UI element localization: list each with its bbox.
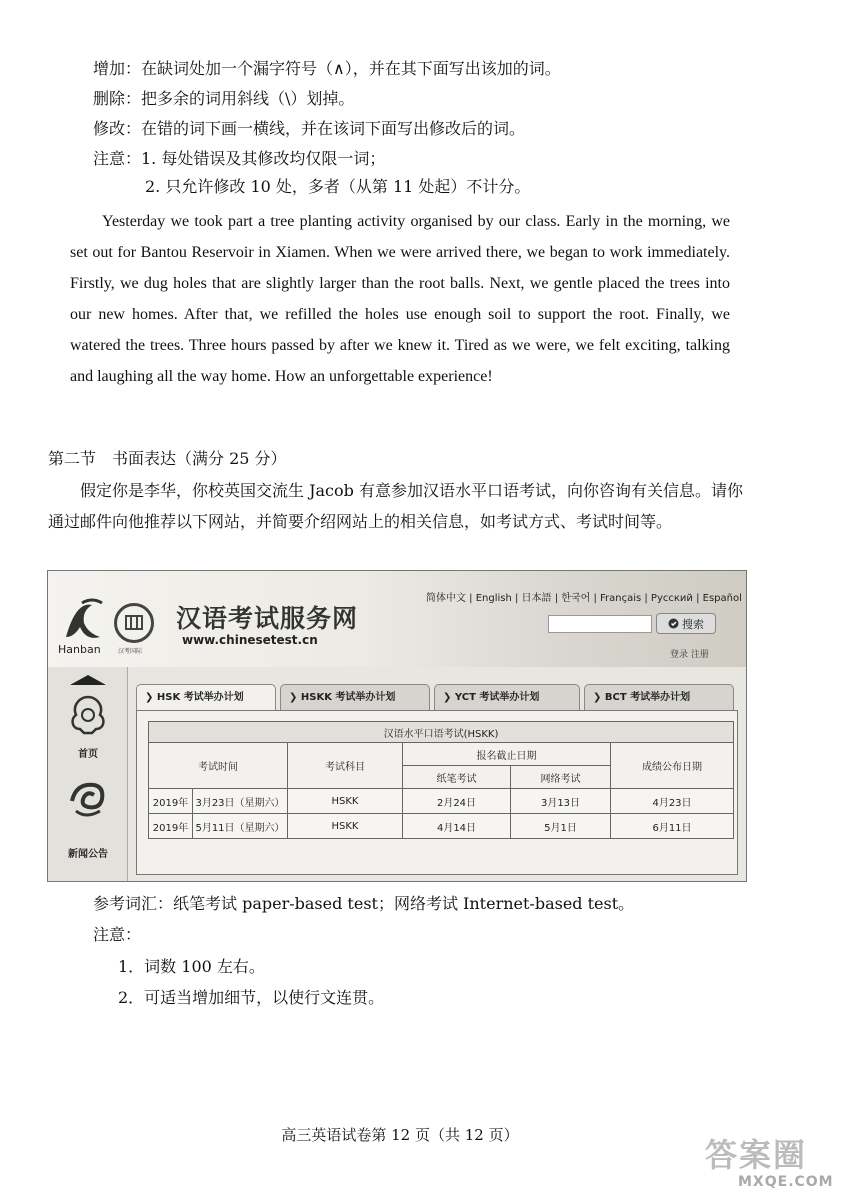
page-footer: 高三英语试卷第 12 页（共 12 页） — [281, 1126, 519, 1144]
header-internet: 网络考试 — [511, 766, 611, 789]
home-nav-icon[interactable] — [66, 693, 110, 737]
hanban-logo-text: Hanban — [58, 643, 101, 656]
prompt-text: 假定你是李华，你校英国交流生 Jacob 有意参加汉语水平口语考试，向你咨询有关信息。请你通过邮件向他推荐以下网站，并简要介绍网站上的相关信息，如考试方式、考试时间等。 — [48, 481, 743, 531]
instruction-delete: 删除：把多余的词用斜线（\）划掉。 — [93, 89, 355, 108]
tab-yct[interactable]: ❯ YCT 考试举办计划 — [434, 684, 580, 710]
corner-watermark-url: MXQE.COM — [738, 1174, 834, 1190]
site-url: www.chinesetest.cn — [182, 633, 318, 647]
tab-hsk[interactable]: ❯ HSK 考试举办计划 — [136, 684, 276, 710]
table-row — [149, 789, 734, 814]
hskk-schedule-table — [148, 721, 734, 839]
error-correction-passage — [70, 206, 730, 392]
note-item: 1．词数 100 左右。 — [118, 957, 265, 976]
instruction-note-2: 2. 只允许修改 10 处，多者（从第 11 处起）不计分。 — [145, 177, 531, 196]
writing-prompt — [48, 475, 748, 537]
cell-paper: 2月24日 — [403, 789, 511, 814]
tab-hsk-label: HSK 考试举办计划 — [156, 692, 244, 703]
tab-bct[interactable]: ❯ BCT 考试举办计划 — [584, 684, 734, 710]
tab-bct-label: BCT 考试举办计划 — [604, 692, 691, 703]
instruction-add: 增加：在缺词处加一个漏字符号（∧），并在其下面写出该加的词。 — [93, 59, 561, 78]
nav-arrow-up-icon[interactable] — [70, 675, 106, 685]
website-screenshot — [47, 570, 747, 882]
seal-caption: 汉考国际 — [118, 648, 143, 655]
seal-logo-icon — [114, 603, 154, 643]
header-exam-time: 考试时间 — [149, 743, 288, 789]
notes-title: 注意： — [93, 925, 142, 944]
section-heading: 第二节 书面表达（满分 25 分） — [48, 449, 287, 468]
cell-subject: HSKK — [288, 814, 403, 839]
site-title: 汉语考试服务网 — [176, 604, 359, 633]
cell-internet: 3月13日 — [511, 789, 611, 814]
search-icon — [668, 618, 679, 629]
instruction-note-1: 注意：1. 每处错误及其修改均仅限一词； — [93, 149, 386, 168]
cell-subject: HSKK — [288, 789, 403, 814]
cell-year: 2019年 — [149, 789, 193, 814]
header-paper: 纸笔考试 — [403, 766, 511, 789]
tab-hskk-label: HSKK 考试举办计划 — [300, 692, 396, 703]
search-button[interactable] — [656, 613, 716, 634]
side-nav — [48, 667, 128, 882]
passage-text: Yesterday we took part a tree planting activity organised by our class. Early in the morning, we set out for Bantou Reservoir in Xiamen. When we were arrived there, we began to work immediately. Firstly, we dug holes that are slightly larger than the root balls. Next, we gentle placed the trees into our new homes. After that, we refilled the holes use enough soil to support the root. Finally, we watered the trees. Three hours passed by after we knew it. Tired as we were, we felt exciting, talking and laughing all the way home. How an unforgettable experience! — [70, 213, 730, 385]
news-nav-icon[interactable] — [66, 777, 110, 821]
cell-results: 4月23日 — [611, 789, 734, 814]
cell-results: 6月11日 — [611, 814, 734, 839]
search-button-label: 搜索 — [682, 617, 704, 631]
tab-hskk[interactable]: ❯ HSKK 考试举办计划 — [280, 684, 430, 710]
auth-links[interactable]: 登录 注册 — [670, 650, 709, 660]
nav-home[interactable]: 首页 — [78, 749, 98, 760]
header-subject: 考试科目 — [288, 743, 403, 789]
nav-news[interactable]: 新闻公告 — [68, 849, 108, 860]
search-input[interactable] — [548, 615, 652, 633]
cell-date: 3月23日（星期六） — [193, 789, 288, 814]
cell-internet: 5月1日 — [511, 814, 611, 839]
instruction-modify: 修改：在错的词下画一横线，并在该词下面写出修改后的词。 — [93, 119, 526, 138]
note-item: 2．可适当增加细节，以使行文连贯。 — [118, 988, 385, 1007]
tab-yct-label: YCT 考试举办计划 — [454, 692, 540, 703]
header-deadline: 报名截止日期 — [403, 743, 611, 766]
hanban-logo-icon — [62, 597, 104, 645]
site-header — [48, 571, 746, 667]
header-results: 成绩公布日期 — [611, 743, 734, 789]
reference-vocab: 参考词汇：纸笔考试 paper-based test；网络考试 Internet-based test。 — [93, 894, 635, 913]
cell-year: 2019年 — [149, 814, 193, 839]
table-caption: 汉语水平口语考试(HSKK) — [149, 722, 734, 743]
cell-date: 5月11日（星期六） — [193, 814, 288, 839]
language-bar[interactable]: 简体中文 | English | 日本語 | 한국어 | Français | Русский | Español — [426, 593, 742, 604]
corner-watermark-logo: 答案圈 — [705, 1136, 808, 1174]
table-row — [149, 814, 734, 839]
cell-paper: 4月14日 — [403, 814, 511, 839]
